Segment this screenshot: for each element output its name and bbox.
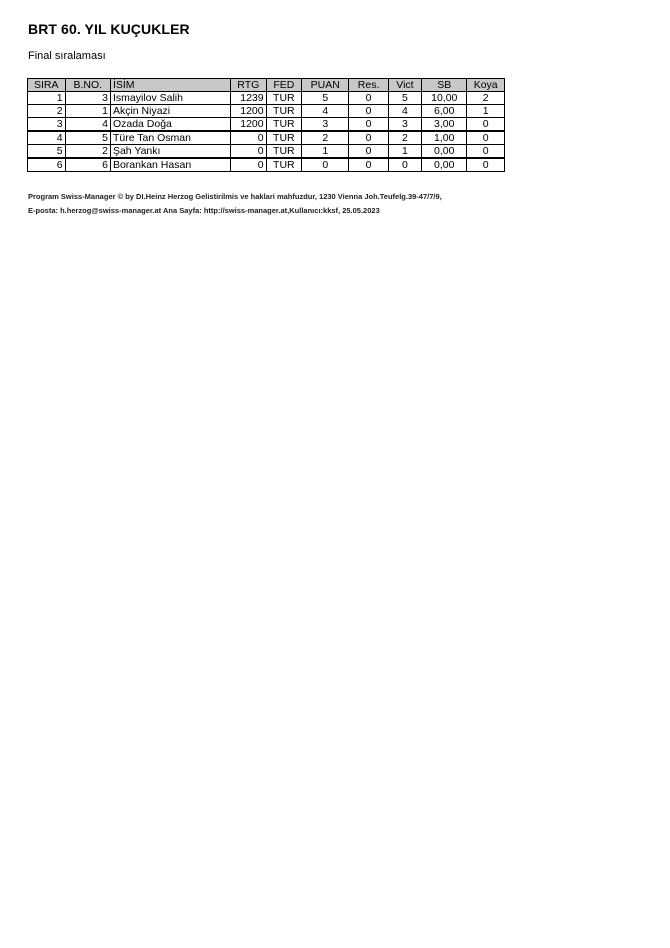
cell-puan: 4 xyxy=(302,105,349,118)
footer-contact: E-posta: h.herzog@swiss-manager.at Ana Sayfa: http://swiss-manager.at,Kullanıcı:kksf, 25.05.2023 xyxy=(28,206,380,215)
cell-fed: TUR xyxy=(266,118,302,132)
cell-rtg: 0 xyxy=(230,131,266,145)
cell-vict: 1 xyxy=(388,145,421,159)
cell-res: 0 xyxy=(349,105,388,118)
table-row xyxy=(28,92,505,105)
cell-sb: 6,00 xyxy=(422,105,467,118)
cell-sira: 6 xyxy=(28,158,66,172)
cell-bno: 5 xyxy=(65,131,110,145)
cell-bno: 6 xyxy=(65,158,110,172)
table-row xyxy=(28,145,505,159)
cell-koya: 0 xyxy=(467,145,505,159)
cell-fed: TUR xyxy=(266,92,302,105)
cell-vict: 4 xyxy=(388,105,421,118)
cell-res: 0 xyxy=(349,131,388,145)
cell-vict: 2 xyxy=(388,131,421,145)
cell-sb: 10,00 xyxy=(422,92,467,105)
cell-koya: 0 xyxy=(467,118,505,132)
table-row xyxy=(28,131,505,145)
cell-res: 0 xyxy=(349,92,388,105)
cell-vict: 5 xyxy=(388,92,421,105)
cell-rtg: 1200 xyxy=(230,118,266,132)
cell-rtg: 0 xyxy=(230,145,266,159)
cell-fed: TUR xyxy=(266,105,302,118)
cell-isim: Borankan Hasan xyxy=(110,158,230,172)
cell-puan: 2 xyxy=(302,131,349,145)
cell-fed: TUR xyxy=(266,131,302,145)
cell-isim: Akçin Niyazi xyxy=(110,105,230,118)
col-header-isim: İSİM xyxy=(110,79,230,92)
cell-sira: 4 xyxy=(28,131,66,145)
cell-rtg: 0 xyxy=(230,158,266,172)
cell-res: 0 xyxy=(349,158,388,172)
cell-fed: TUR xyxy=(266,158,302,172)
cell-koya: 1 xyxy=(467,105,505,118)
cell-bno: 1 xyxy=(65,105,110,118)
cell-isim: Ismayilov Salih xyxy=(110,92,230,105)
cell-sira: 5 xyxy=(28,145,66,159)
cell-puan: 1 xyxy=(302,145,349,159)
cell-rtg: 1239 xyxy=(230,92,266,105)
cell-vict: 3 xyxy=(388,118,421,132)
cell-isim: Şah Yankı xyxy=(110,145,230,159)
cell-sira: 2 xyxy=(28,105,66,118)
cell-res: 0 xyxy=(349,145,388,159)
col-header-res: Res. xyxy=(349,79,388,92)
cell-fed: TUR xyxy=(266,145,302,159)
col-header-fed: FED xyxy=(266,79,302,92)
cell-vict: 0 xyxy=(388,158,421,172)
col-header-koya: Koya xyxy=(467,79,505,92)
col-header-rtg: RTG xyxy=(230,79,266,92)
cell-koya: 0 xyxy=(467,131,505,145)
cell-koya: 0 xyxy=(467,158,505,172)
col-header-vict: Vict xyxy=(388,79,421,92)
cell-puan: 3 xyxy=(302,118,349,132)
standings-table xyxy=(27,78,505,172)
table-row xyxy=(28,118,505,132)
cell-bno: 2 xyxy=(65,145,110,159)
header-row xyxy=(28,79,505,92)
cell-puan: 0 xyxy=(302,158,349,172)
cell-puan: 5 xyxy=(302,92,349,105)
col-header-sira: SIRA xyxy=(28,79,66,92)
table-row xyxy=(28,105,505,118)
cell-isim: Ozada Doğa xyxy=(110,118,230,132)
cell-rtg: 1200 xyxy=(230,105,266,118)
page-title: BRT 60. YIL KUÇUKLER xyxy=(28,21,190,37)
cell-koya: 2 xyxy=(467,92,505,105)
footer-copyright: Program Swiss-Manager © by DI.Heinz Herzog Gelistirilmis ve haklari mahfuzdur, 1230 Vienna Joh.Teufelg.39-47/7/9, xyxy=(28,192,442,201)
col-header-sb: SB xyxy=(422,79,467,92)
cell-bno: 3 xyxy=(65,92,110,105)
cell-sb: 1,00 xyxy=(422,131,467,145)
col-header-puan: PUAN xyxy=(302,79,349,92)
cell-sira: 1 xyxy=(28,92,66,105)
cell-sb: 3,00 xyxy=(422,118,467,132)
cell-sb: 0,00 xyxy=(422,158,467,172)
col-header-bno: B.NO. xyxy=(65,79,110,92)
table-row xyxy=(28,158,505,172)
cell-sira: 3 xyxy=(28,118,66,132)
cell-sb: 0,00 xyxy=(422,145,467,159)
cell-isim: Türe Tan Osman xyxy=(110,131,230,145)
cell-bno: 4 xyxy=(65,118,110,132)
page-subtitle: Final sıralaması xyxy=(28,50,106,62)
cell-res: 0 xyxy=(349,118,388,132)
